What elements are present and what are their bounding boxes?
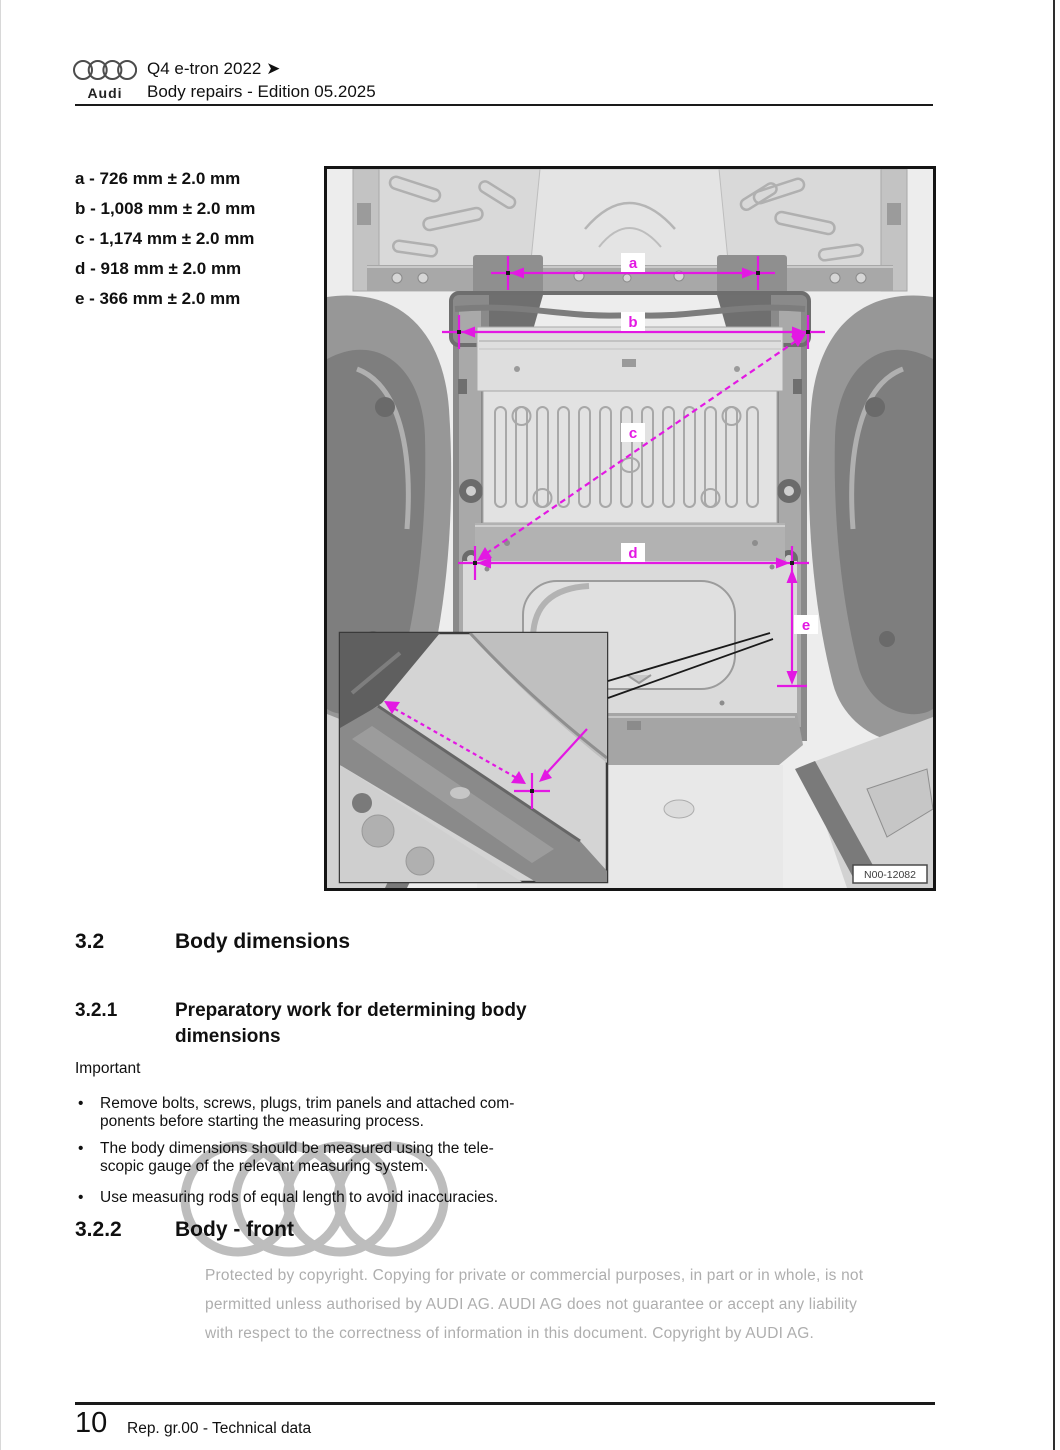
label-d: d: [628, 545, 638, 562]
audi-rings-icon: [73, 59, 137, 81]
label-c: c: [628, 425, 638, 442]
footer-label: Rep. gr.00 - Technical data: [127, 1420, 312, 1437]
bullet-dot: •: [78, 1189, 84, 1206]
header-model: Q4 e-tron 2022 ➤: [147, 59, 281, 78]
figure-ref: N00-12082: [864, 869, 916, 881]
underbody-illustration: [327, 169, 933, 888]
section-title-body-dimensions: Body dimensions: [175, 930, 351, 953]
dimension-item-e: e - 366 mm ± 2.0 mm: [75, 289, 241, 308]
label-a: a: [628, 255, 638, 272]
figure-ref-box: [853, 865, 927, 883]
header-rule: [75, 104, 933, 106]
header-text: [147, 57, 376, 103]
dimension-item-c: c - 1,174 mm ± 2.0 mm: [75, 229, 255, 248]
important-bullet-2: • The body dimensions should be measured using the tele- scopic gauge of the relevant measuring system.: [78, 1140, 494, 1175]
footer-rule: [75, 1402, 935, 1405]
dimension-item-b: b - 1,008 mm ± 2.0 mm: [75, 199, 256, 218]
dimension-item-a: a - 726 mm ± 2.0 mm: [75, 169, 241, 188]
page-number: 10: [75, 1407, 108, 1439]
body-front-measurement-figure: [324, 166, 936, 891]
label-b: b: [628, 314, 638, 331]
bullet-dot: •: [78, 1140, 84, 1157]
dimension-item-d: d - 918 mm ± 2.0 mm: [75, 259, 242, 278]
section-number-3-2: 3.2: [75, 930, 105, 953]
dimension-list: [75, 164, 255, 314]
section-number-3-2-2: 3.2.2: [75, 1218, 122, 1241]
section-title-preparatory-work: Preparatory work for determining body dimensions: [175, 1000, 527, 1047]
important-bullet-3: • Use measuring rods of equal length to avoid inaccuracies.: [78, 1189, 499, 1206]
copyright-watermark: [205, 1261, 863, 1348]
section-number-3-2-1: 3.2.1: [75, 1000, 118, 1021]
page-left-edge: [0, 0, 1, 1450]
page-right-edge: [1053, 0, 1055, 1450]
important-bullet-1: • Remove bolts, screws, plugs, trim panels and attached com- ponents before starting the measuring process.: [78, 1095, 515, 1130]
copyright-line-2: permitted unless authorised by AUDI AG. AUDI AG does not guarantee or accept any liability: [205, 1296, 858, 1313]
label-e: e: [801, 617, 811, 634]
header-edition: Body repairs - Edition 05.2025: [147, 82, 376, 101]
copyright-line-1: Protected by copyright. Copying for private or commercial purposes, in part or in whole, is not: [205, 1267, 864, 1284]
copyright-line-3: with respect to the correctness of information in this document. Copyright by AUDI AG.: [205, 1325, 815, 1342]
important-label: Important: [75, 1060, 141, 1077]
bullet-dot: •: [78, 1095, 84, 1112]
audi-wordmark: Audi: [87, 85, 123, 101]
inset-detail: [340, 633, 607, 882]
audi-logo: [73, 59, 137, 101]
section-title-body-front: Body - front: [175, 1218, 294, 1241]
